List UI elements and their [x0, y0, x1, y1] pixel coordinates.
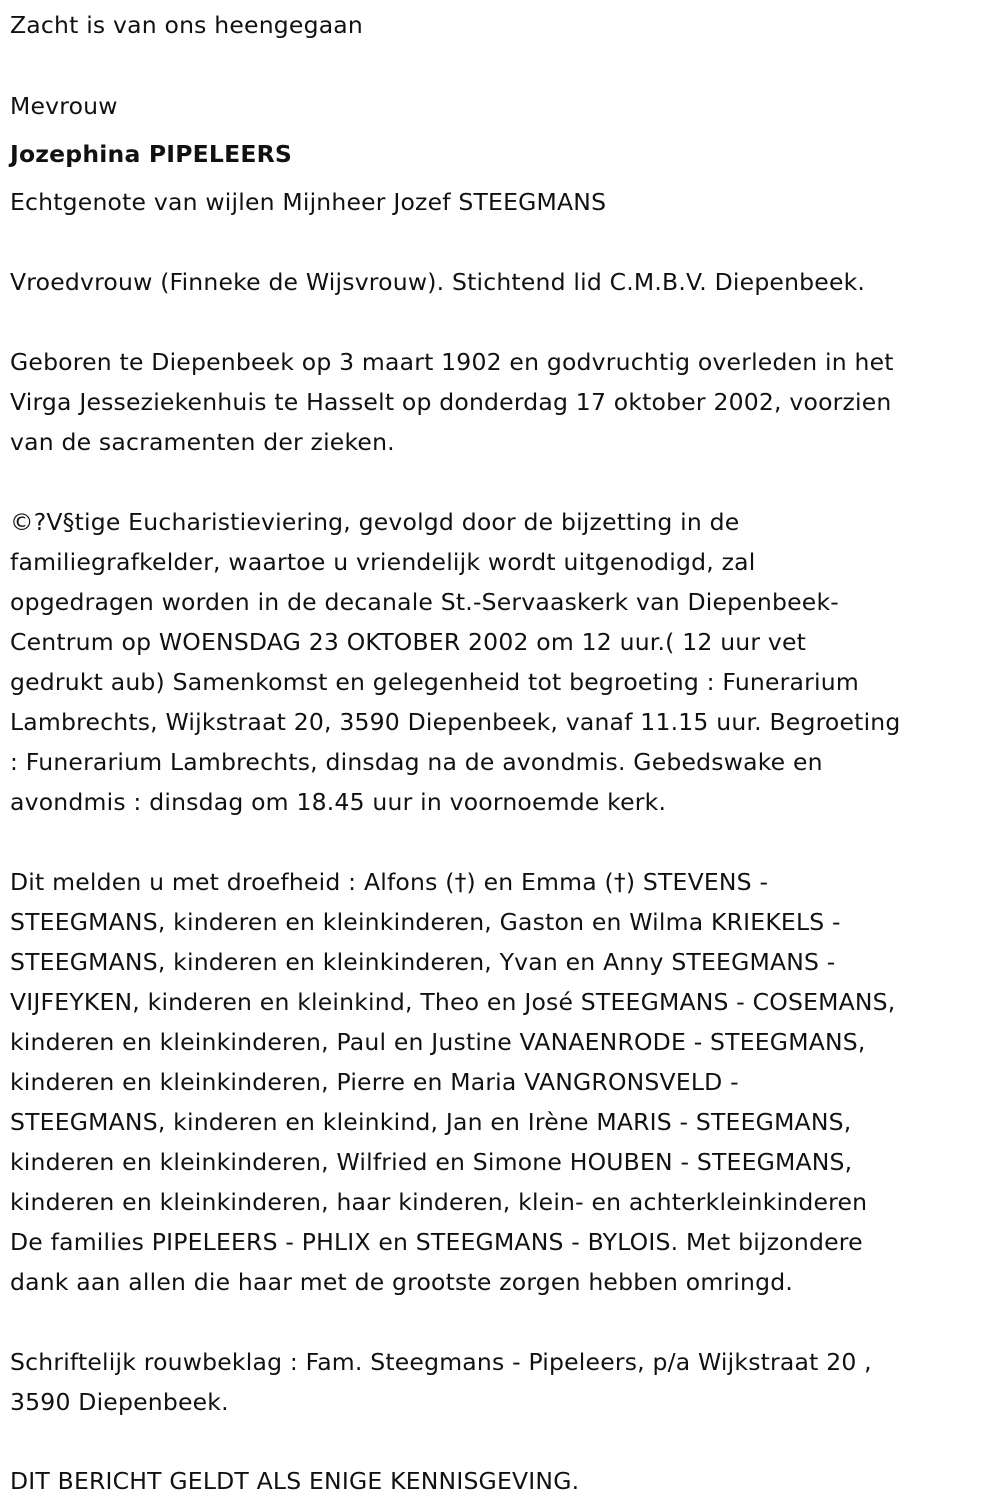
spouse-line: Echtgenote van wijlen Mijnheer Jozef STEEGMANS — [10, 188, 607, 216]
paragraph-line: familiegrafkelder, waartoe u vriendelijk wordt uitgenodigd, zal — [10, 548, 756, 576]
paragraph-line: : Funerarium Lambrechts, dinsdag na de avondmis. Gebedswake en — [10, 748, 823, 776]
paragraph-line: STEEGMANS, kinderen en kleinkind, Jan en Irène MARIS - STEEGMANS, — [10, 1108, 852, 1136]
paragraph-line: kinderen en kleinkinderen, Wilfried en Simone HOUBEN - STEEGMANS, — [10, 1148, 853, 1176]
title-prefix: Mevrouw — [10, 92, 118, 120]
paragraph-line: Dit melden u met droefheid : Alfons (†) en Emma (†) STEVENS - — [10, 868, 769, 896]
paragraph-line: gedrukt aub) Samenkomst en gelegenheid tot begroeting : Funerarium — [10, 668, 859, 696]
paragraph-line: STEEGMANS, kinderen en kleinkinderen, Yvan en Anny STEEGMANS - — [10, 948, 836, 976]
paragraph-line: kinderen en kleinkinderen, Paul en Justine VANAENRODE - STEEGMANS, — [10, 1028, 866, 1056]
deceased-name: Jozephina PIPELEERS — [10, 140, 293, 168]
profession-line: Vroedvrouw (Finneke de Wijsvrouw). Stichtend lid C.M.B.V. Diepenbeek. — [10, 268, 866, 296]
paragraph-line: Lambrechts, Wijkstraat 20, 3590 Diepenbeek, vanaf 11.15 uur. Begroeting — [10, 708, 901, 736]
paragraph-line: kinderen en kleinkinderen, Pierre en Maria VANGRONSVELD - — [10, 1068, 739, 1096]
paragraph-line: opgedragen worden in de decanale St.-Servaaskerk van Diepenbeek- — [10, 588, 839, 616]
paragraph-line: De families PIPELEERS - PHLIX en STEEGMANS - BYLOIS. Met bijzondere — [10, 1228, 863, 1256]
paragraph-line: Centrum op WOENSDAG 23 OKTOBER 2002 om 12 uur.( 12 uur vet — [10, 628, 807, 656]
paragraph-line: Virga Jesseziekenhuis te Hasselt op donderdag 17 oktober 2002, voorzien — [10, 388, 892, 416]
paragraph-line: VIJFEYKEN, kinderen en kleinkind, Theo en José STEEGMANS - COSEMANS, — [10, 988, 896, 1016]
paragraph-line: Schriftelijk rouwbeklag : Fam. Steegmans - Pipeleers, p/a Wijkstraat 20 , — [10, 1348, 872, 1376]
paragraph-line: 3590 Diepenbeek. — [10, 1388, 229, 1416]
notice-line: DIT BERICHT GELDT ALS ENIGE KENNISGEVING. — [10, 1467, 580, 1495]
paragraph-line: Geboren te Diepenbeek op 3 maart 1902 en godvruchtig overleden in het — [10, 348, 894, 376]
paragraph-line: avondmis : dinsdag om 18.45 uur in voornoemde kerk. — [10, 788, 667, 816]
paragraph-line: STEEGMANS, kinderen en kleinkinderen, Gaston en Wilma KRIEKELS - — [10, 908, 841, 936]
paragraph-line: van de sacramenten der zieken. — [10, 428, 395, 456]
paragraph-line: dank aan allen die haar met de grootste zorgen hebben omringd. — [10, 1268, 794, 1296]
intro-text: Zacht is van ons heengegaan — [10, 11, 363, 39]
paragraph-line: kinderen en kleinkinderen, haar kinderen, klein- en achterkleinkinderen — [10, 1188, 868, 1216]
paragraph-line: ©?V§tige Eucharistieviering, gevolgd door de bijzetting in de — [10, 508, 740, 536]
